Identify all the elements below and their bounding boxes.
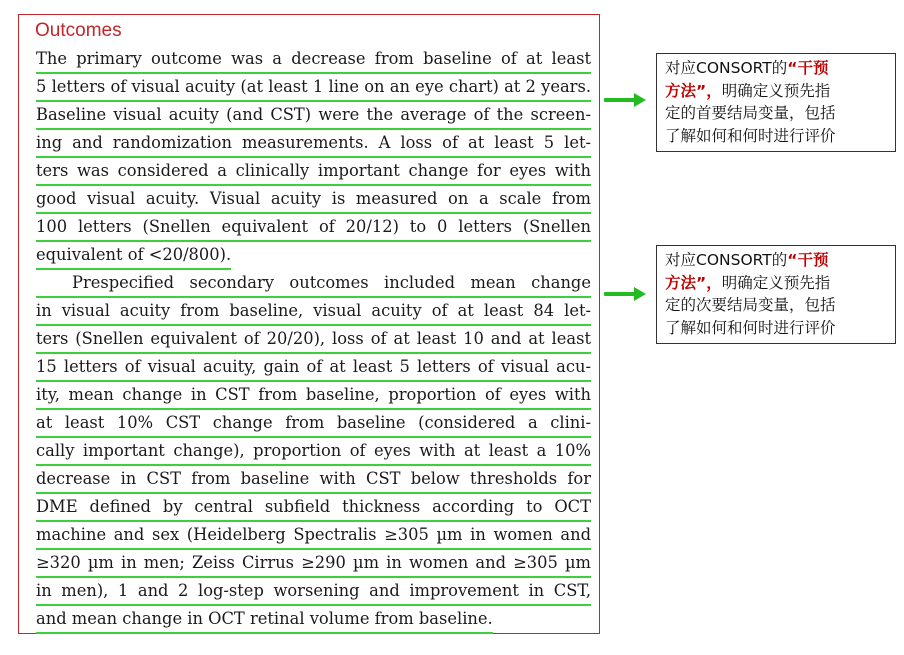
section-heading: Outcomes — [35, 20, 122, 41]
note-text: 定的次要结局变量，包括 — [665, 296, 836, 314]
note-highlight: 方法” — [665, 81, 707, 100]
text-line: at least 10% CST change from baseline (considered a clini- — [36, 410, 591, 438]
text-line: ≥320 µm in men; Zeiss Cirrus ≥290 µm in women and ≥305 µm — [36, 550, 591, 578]
note-text: ， — [706, 273, 722, 292]
note-highlight: “干预 — [787, 251, 829, 269]
arrow-head-icon — [634, 287, 646, 301]
note-text: ， — [706, 81, 722, 100]
text-line: Prespecified secondary outcomes included mean change — [36, 270, 591, 298]
note-text: 了解如何和何时进行评价 — [665, 318, 836, 337]
text-line: equivalent of <20/800). — [36, 242, 231, 270]
arrow-shaft — [604, 292, 636, 296]
text-line: cally important change), proportion of eyes with at least a 10% — [36, 438, 591, 466]
text-line: ing and randomization measurements. A loss of at least 5 let- — [36, 130, 591, 158]
arrow-shaft — [604, 98, 636, 102]
text-line: The primary outcome was a decrease from baseline of at least — [36, 46, 591, 74]
text-line: in visual acuity from baseline, visual acuity of at least 84 let- — [36, 298, 591, 326]
text-line: ters was considered a clinically important change for eyes with — [36, 158, 591, 186]
annotation-box-primary — [656, 53, 896, 152]
text-line: good visual acuity. Visual acuity is measured on a scale from — [36, 186, 591, 214]
text-line: 5 letters of visual acuity (at least 1 line on an eye chart) at 2 years. — [36, 74, 591, 102]
text-line: 100 letters (Snellen equivalent of 20/12) to 0 letters (Snellen — [36, 214, 591, 242]
arrow-head-icon — [634, 93, 646, 107]
note-text: 明确定义预先指 — [721, 273, 831, 292]
note-highlight: 方法” — [665, 273, 707, 292]
text-line: DME defined by central subfield thickness according to OCT — [36, 494, 591, 522]
text-line: machine and sex (Heidelberg Spectralis ≥305 µm in women and — [36, 522, 591, 550]
note-text: 明确定义预先指 — [721, 81, 831, 100]
note-text: 了解如何和何时进行评价 — [665, 126, 836, 145]
text-line: ity, mean change in CST from baseline, proportion of eyes with — [36, 382, 591, 410]
note-text: 定的首要结局变量，包括 — [665, 104, 836, 122]
annotation-box-secondary — [656, 245, 896, 344]
text-line: decrease in CST from baseline with CST below thresholds for — [36, 466, 591, 494]
text-line: 15 letters of visual acuity, gain of at least 5 letters of visual acu- — [36, 354, 591, 382]
note-text: 对应CONSORT的 — [665, 251, 788, 269]
text-line: Baseline visual acuity (and CST) were the average of the screen- — [36, 102, 591, 130]
text-line: in men), 1 and 2 log-step worsening and improvement in CST, — [36, 578, 591, 606]
text-line: ters (Snellen equivalent of 20/20), loss of at least 10 and at least — [36, 326, 591, 354]
note-highlight: “干预 — [787, 59, 829, 77]
text-line: and mean change in OCT retinal volume from baseline. — [36, 606, 493, 634]
note-text: 对应CONSORT的 — [665, 59, 788, 77]
